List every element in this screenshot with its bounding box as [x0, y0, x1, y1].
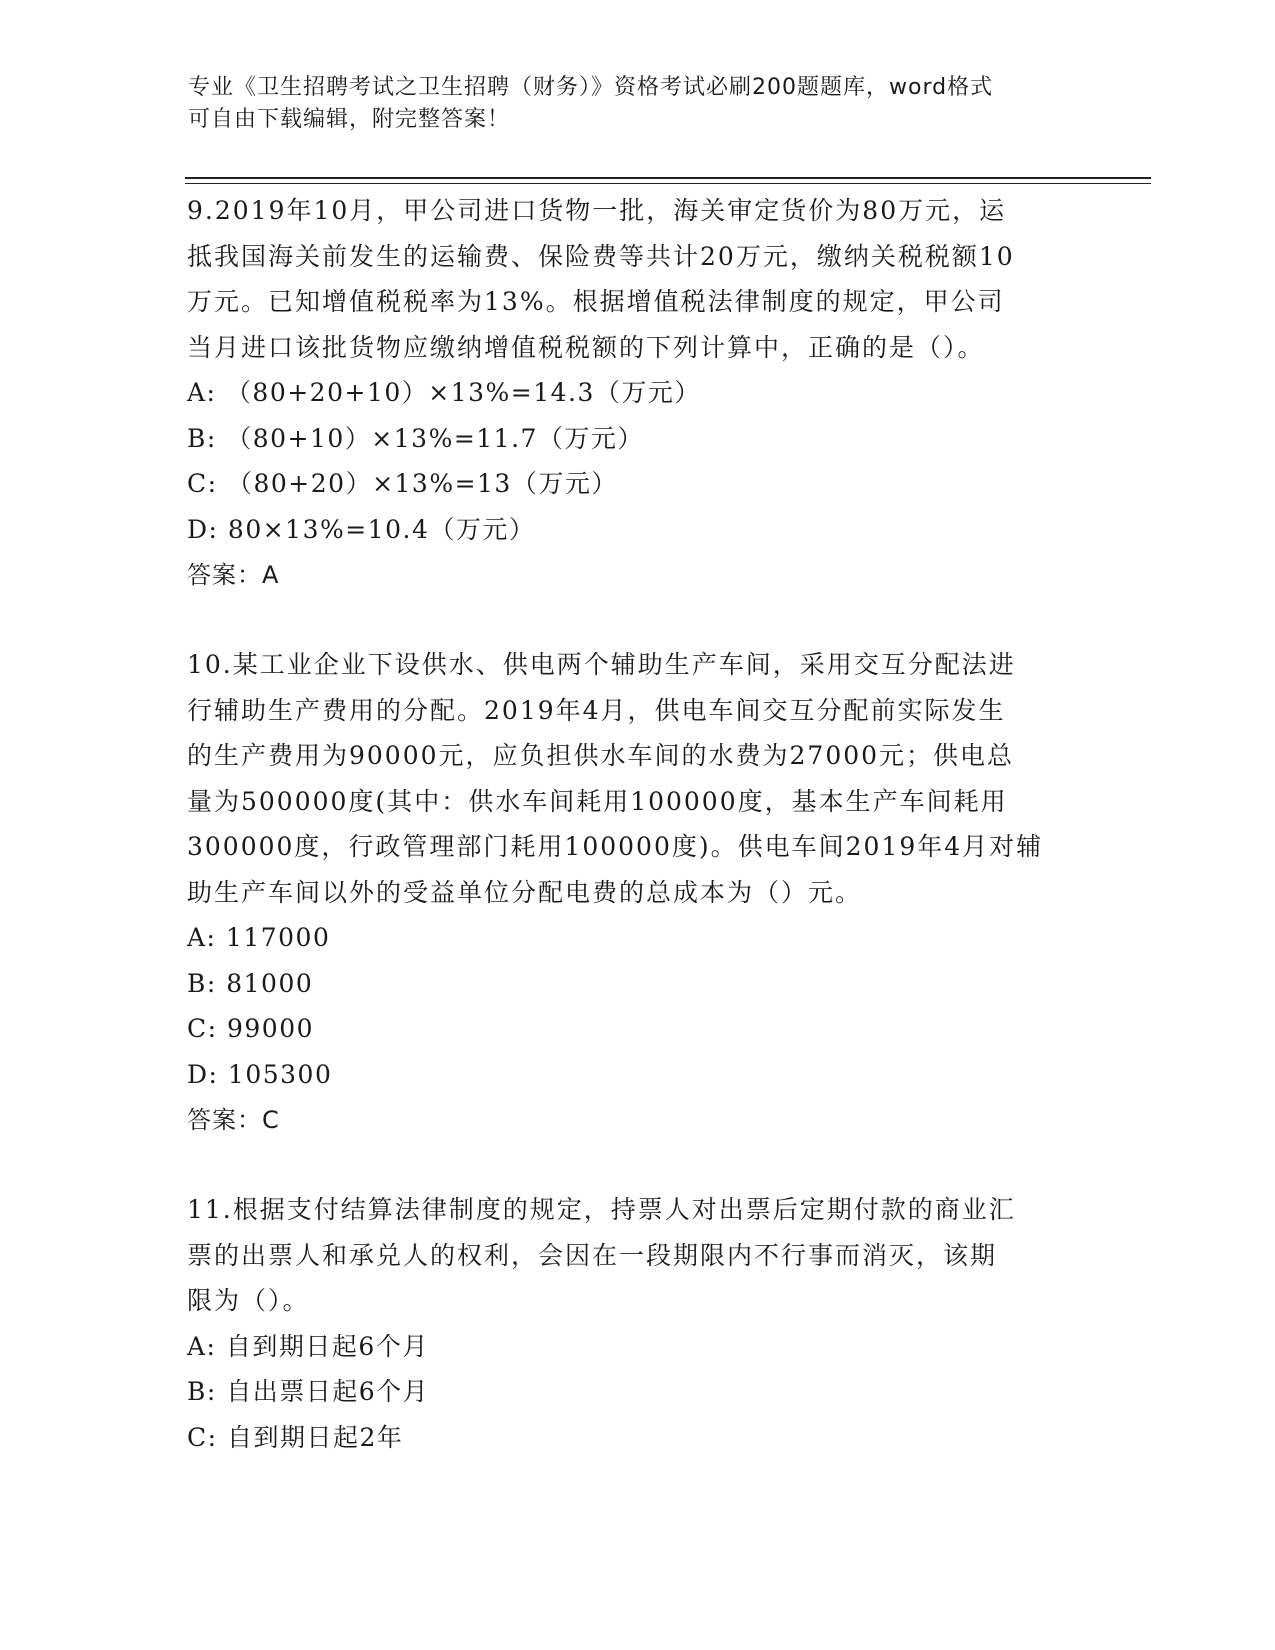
question-10-option-d: D: 105300	[187, 1059, 333, 1089]
question-list	[187, 188, 1087, 1460]
question-10-option-c: C: 99000	[187, 1014, 315, 1043]
header-line-2: 可自由下载编辑，附完整答案！	[188, 107, 511, 132]
header-divider-thick	[185, 177, 1151, 179]
question-10-answer: 答案：C	[187, 1106, 280, 1134]
question-10-option-a: A: 117000	[187, 923, 331, 952]
question-10-line-3: 的生产费用为90000元，应负担供水车间的水费为27000元；供电总	[187, 741, 1015, 770]
question-11-line-3: 限为（）。	[187, 1286, 310, 1315]
question-10-line-6: 助生产车间以外的受益单位分配电费的总成本为（）元。	[187, 877, 863, 907]
question-9-line-3: 万元。已知增值税税率为13%。根据增值税法律制度的规定，甲公司	[187, 287, 1005, 316]
question-11-line-2: 票的出票人和承兑人的权利，会因在一段期限内不行事而消灭，该期	[187, 1240, 998, 1270]
question-9-option-b: B: （80+10）×13%=11.7（万元）	[187, 423, 644, 453]
question-11-option-a: A: 自到期日起6个月	[187, 1331, 429, 1361]
question-9-answer: 答案：A	[187, 561, 280, 589]
header-divider-thin	[185, 183, 1151, 184]
question-10-option-b: B: 81000	[187, 968, 314, 998]
question-9-line-4: 当月进口该批货物应缴纳增值税税额的下列计算中，正确的是（）。	[187, 332, 985, 362]
question-spacer	[187, 1143, 1087, 1187]
question-10-line-1: 10.某工业企业下设供水、供电两个辅助生产车间，采用交互分配法进	[187, 650, 1016, 679]
question-9-line-1: 9.2019年10月，甲公司进口货物一批，海关审定货价为80万元，运	[187, 196, 1007, 225]
question-10-line-5: 300000度，行政管理部门耗用100000度)。供电车间2019年4月对辅	[187, 832, 1044, 861]
header-line-1: 专业《卫生招聘考试之卫生招聘（财务）》资格考试必刷200题题库，word格式	[188, 75, 994, 100]
document-header	[188, 72, 1068, 136]
question-9-option-a: A: （80+20+10）×13%=14.3（万元）	[187, 378, 701, 407]
question-9-option-c: C: （80+20）×13%=13（万元）	[187, 469, 618, 498]
question-9-option-d: D: 80×13%=10.4（万元）	[187, 514, 536, 544]
question-9-line-2: 抵我国海关前发生的运输费、保险费等共计20万元，缴纳关税税额10	[187, 241, 1015, 271]
question-11-option-b: B: 自出票日起6个月	[187, 1377, 430, 1406]
question-spacer	[187, 598, 1087, 642]
question-10-line-4: 量为500000度(其中：供水车间耗用100000度，基本生产车间耗用	[187, 786, 1008, 816]
question-9	[187, 188, 1087, 598]
question-11	[187, 1187, 1087, 1460]
question-10	[187, 642, 1087, 1143]
question-11-line-1: 11.根据支付结算法律制度的规定，持票人对出票后定期付款的商业汇	[187, 1195, 1016, 1224]
question-11-option-c: C: 自到期日起2年	[187, 1422, 404, 1452]
question-10-line-2: 行辅助生产费用的分配。2019年4月，供电车间交互分配前实际发生	[187, 695, 1006, 725]
